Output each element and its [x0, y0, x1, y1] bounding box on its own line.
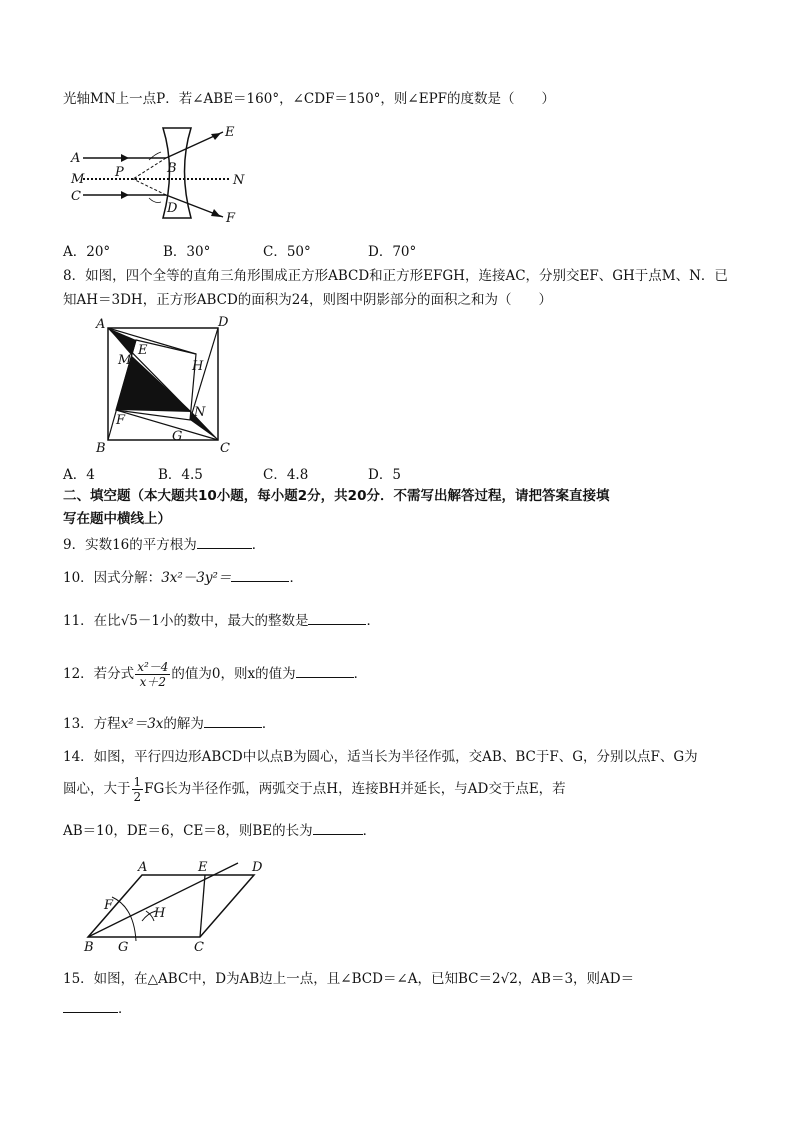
q8-label-c: C — [220, 441, 230, 456]
q8-choices — [63, 463, 401, 483]
q8-label-g: G — [172, 429, 183, 444]
q7-label-b: B — [167, 161, 177, 176]
q8-label-e: E — [138, 343, 148, 358]
q7-choice-b[interactable]: B．30° — [163, 244, 211, 260]
q15-line-2 — [63, 998, 132, 1020]
q14-label-g: G — [118, 940, 129, 955]
q8-label-a: A — [96, 317, 106, 332]
q11-radical: √5 — [120, 613, 138, 629]
q13-answer-blank[interactable] — [204, 713, 262, 728]
q8-choice-a[interactable]: A．4 — [63, 467, 95, 483]
q10 — [63, 567, 303, 589]
q8-squares-figure — [88, 312, 238, 457]
q14-line-1: 14．如图，平行四边形ABCD中以点B为圆心，适当长为半径作弧，交AB、BC于F、G，分别以点F、G为 — [63, 749, 698, 765]
q7-lens-figure — [63, 120, 253, 230]
q11-prefix: 11．在比 — [63, 613, 121, 629]
q9-answer-blank[interactable] — [197, 534, 252, 549]
q8-label-h: H — [192, 359, 204, 374]
q7-choice-c[interactable]: C．50° — [263, 244, 311, 260]
q8-label-d: D — [218, 315, 229, 330]
q12-numerator: x²－4 — [137, 660, 169, 674]
q14-end: ． — [362, 823, 377, 839]
q14-label-c: C — [194, 940, 204, 955]
q8-choice-d[interactable]: D．5 — [368, 467, 401, 483]
q8-line-1: 8．如图，四个全等的直角三角形围成正方形ABCD和正方形EFGH，连接AC，分别交EF、GH于点M、N．已 — [63, 268, 728, 284]
q14-label-a: A — [138, 860, 148, 875]
q14-line-3-text: AB＝10，DE＝6，CE＝8，则BE的长为 — [63, 823, 313, 839]
q10-prefix: 10．因式分解： — [63, 570, 162, 586]
q13 — [63, 713, 275, 735]
q12 — [63, 656, 367, 692]
q10-end: ． — [289, 570, 303, 586]
q12-denominator: x＋2 — [139, 675, 166, 689]
q7-label-c: C — [71, 189, 81, 204]
q9-end: ． — [251, 537, 266, 553]
q12-end: ． — [353, 666, 368, 682]
q7-label-f: F — [226, 211, 236, 226]
q14-half-denominator: 2 — [133, 790, 142, 804]
q8-label-b: B — [96, 441, 106, 456]
q8-label-n: N — [194, 405, 206, 420]
q9 — [63, 534, 265, 556]
q14-label-d: D — [252, 860, 263, 875]
section-2-heading-line-2: 写在题中横线上） — [63, 511, 171, 527]
q7-label-d: D — [167, 201, 178, 216]
q14-label-e: E — [198, 860, 208, 875]
q12-rest: 的值为0，则x的值为 — [171, 666, 296, 682]
q8-line-2: 知AH＝3DH，正方形ABCD的面积为24，则图中阴影部分的面积之和为（ ） — [63, 292, 552, 308]
q14-label-h: H — [154, 906, 166, 921]
q7-label-n: N — [233, 173, 245, 188]
q7-label-a: A — [71, 151, 81, 166]
q14-label-f: F — [104, 898, 114, 913]
q8-label-f: F — [116, 413, 126, 428]
q7-choice-d[interactable]: D．70° — [368, 244, 417, 260]
q15-end: ． — [118, 1001, 132, 1017]
q14-answer-blank[interactable] — [313, 820, 363, 835]
q8-choice-c[interactable]: C．4.8 — [263, 467, 309, 483]
q15-answer-blank[interactable] — [63, 998, 118, 1013]
q14-parallelogram-figure — [78, 855, 278, 955]
q9-text: 9．实数16的平方根为 — [63, 537, 197, 553]
q7-choices — [63, 240, 416, 260]
q8-label-m: M — [118, 353, 132, 368]
q14-label-b: B — [84, 940, 94, 955]
q14-line-2-prefix: 圆心，大于 — [63, 781, 131, 797]
q12-fraction — [135, 660, 170, 689]
q7-label-e: E — [225, 125, 235, 140]
q14-half-fraction — [132, 775, 144, 804]
q13-expression: x²＝3x — [120, 716, 164, 732]
section-2-heading-line-1: 二、填空题（本大题共10小题，每小题2分，共20分．不需写出解答过程，请把答案直接填 — [63, 488, 610, 504]
q14-line-2 — [63, 771, 566, 807]
q11-rest: －1小的数中，最大的整数是 — [137, 613, 309, 629]
q13-prefix: 13．方程 — [63, 716, 121, 732]
q12-answer-blank[interactable] — [296, 663, 354, 678]
q10-answer-blank[interactable] — [231, 567, 289, 582]
q14-line-2-rest: FG长为半径作弧，两弧交于点H，连接BH并延长，与AD交于点E，若 — [144, 781, 566, 797]
q12-prefix: 12．若分式 — [63, 666, 135, 682]
q7-label-p: P — [115, 165, 124, 180]
q8-choice-b[interactable]: B．4.5 — [158, 467, 203, 483]
q7-text: 光轴MN上一点P．若∠ABE＝160°，∠CDF＝150°，则∠EPF的度数是（ ） — [63, 91, 556, 107]
q14-half-numerator: 1 — [133, 775, 142, 789]
q7-choice-a[interactable]: A．20° — [63, 244, 111, 260]
q10-expression: 3x²－3y²＝ — [161, 570, 232, 586]
q7-label-m: M — [71, 172, 85, 187]
q11 — [63, 610, 380, 632]
q13-rest: 的解为 — [163, 716, 204, 732]
q14-line-3 — [63, 820, 376, 842]
q11-end: ． — [366, 613, 380, 629]
q15-line-1: 15．如图，在△ABC中，D为AB边上一点，且∠BCD＝∠A，已知BC＝2√2，AB＝3，则AD＝ — [63, 971, 635, 987]
q13-end: ． — [261, 716, 276, 732]
q11-answer-blank[interactable] — [308, 610, 366, 625]
